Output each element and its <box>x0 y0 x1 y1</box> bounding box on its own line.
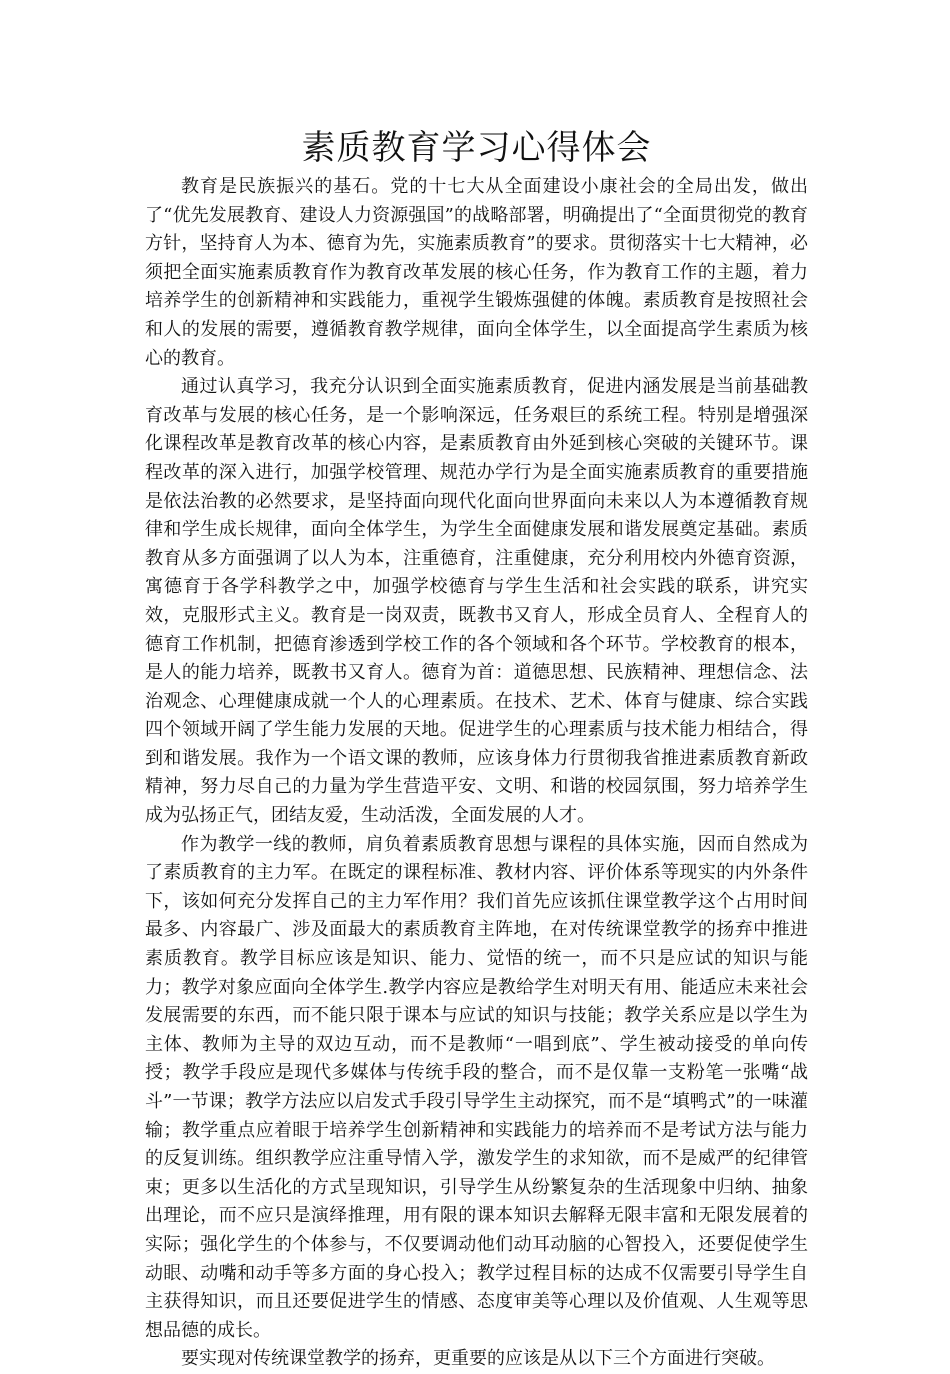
document-page <box>145 125 808 1374</box>
paragraph-2: 通过认真学习，我充分认识到全面实施素质教育，促进内涵发展是当前基础教育改革与发展的核心任务，是一个影响深远，任务艰巨的系统工程。特别是增强深化课程改革是教育改革的核心内容，是素质教育由外延到核心突破的关键环节。课程改革的深入进行，加强学校管理、规范办学行为是全面实施素质教育的重要措施是依法治教的必然要求，是坚持面向现代化面向世界面向未来以人为本遵循教育规律和学生成长规律，面向全体学生，为学生全面健康发展和谐发展奠定基础。素质教育从多方面强调了以人为本，注重德育，注重健康，充分利用校内外德育资源，寓德育于各学科教学之中，加强学校德育与学生生活和社会实践的联系，讲究实效，克服形式主义。教育是一岗双责，既教书又育人，形成全员育人、全程育人的德育工作机制，把德育渗透到学校工作的各个领域和各个环节。学校教育的根本，是人的能力培养，既教书又育人。德育为首：道德思想、民族精神、理想信念、法治观念、心理健康成就一个人的心理素质。在技术、艺术、体育与健康、综合实践四个领域开阔了学生能力发展的天地。促进学生的心理素质与技术能力相结合，得到和谐发展。我作为一个语文课的教师，应该身体力行贯彻我省推进素质教育新政精神，努力尽自己的力量为学生营造平安、文明、和谐的校园氛围，努力培养学生成为弘扬正气，团结友爱，生动活泼，全面发展的人才。 <box>145 376 808 827</box>
paragraph-1: 教育是民族振兴的基石。党的十七大从全面建设小康社会的全局出发，做出了“优先发展教育、建设人力资源强国”的战略部署，明确提出了“全面贯彻党的教育方针，坚持育人为本、德育为先，实施素质教育”的要求。贯彻落实十七大精神，必须把全面实施素质教育作为教育改革发展的核心任务，作为教育工作的主题，着力培养学生的创新精神和实践能力，重视学生锻炼强健的体魄。素质教育是按照社会和人的发展的需要，遵循教育教学规律，面向全体学生，以全面提高学生素质为核心的教育。 <box>145 176 808 369</box>
paragraph-4: 要实现对传统课堂教学的扬弃，更重要的应该是从以下三个方面进行突破。 <box>181 1348 775 1370</box>
paragraph-3: 作为教学一线的教师，肩负着素质教育思想与课程的具体实施，因而自然成为了素质教育的主力军。在既定的课程标准、教材内容、评价体系等现实的内外条件下，该如何充分发挥自己的主力军作用？我们首先应该抓住课堂教学这个占用时间最多、内容最广、涉及面最大的素质教育主阵地，在对传统课堂教学的扬弃中推进素质教育。教学目标应该是知识、能力、觉悟的统一，而不只是应试的知识与能力；教学对象应面向全体学生.教学内容应是教给学生对明天有用、能适应未来社会发展需要的东西，而不能只限于课本与应试的知识与技能；教学关系应是以学生为主体、教师为主导的双边互动，而不是教师“一唱到底”、学生被动接受的单向传授；教学手段应是现代多媒体与传统手段的整合，而不是仅靠一支粉笔一张嘴“战斗”一节课；教学方法应以启发式手段引导学生主动探究，而不是“填鸭式”的一味灌输；教学重点应着眼于培养学生创新精神和实践能力的培养而不是考试方法与能力的反复训练。组织教学应注重导情入学，激发学生的求知欲，而不是威严的纪律管束；更多以生活化的方式呈现知识，引导学生从纷繁复杂的生活现象中归纳、抽象出理论，而不应只是演绎推理，用有限的课本知识去解释无限丰富和无限发展着的实际；强化学生的个体参与，不仅要调动他们动耳动脑的心智投入，还要促使学生动眼、动嘴和动手等多方面的身心投入；教学过程目标的达成不仅需要引导学生自主获得知识，而且还要促进学生的情感、态度审美等心理以及价值观、人生观等思想品德的成长。 <box>145 833 808 1341</box>
document-title: 素质教育学习心得体会 <box>301 128 652 168</box>
